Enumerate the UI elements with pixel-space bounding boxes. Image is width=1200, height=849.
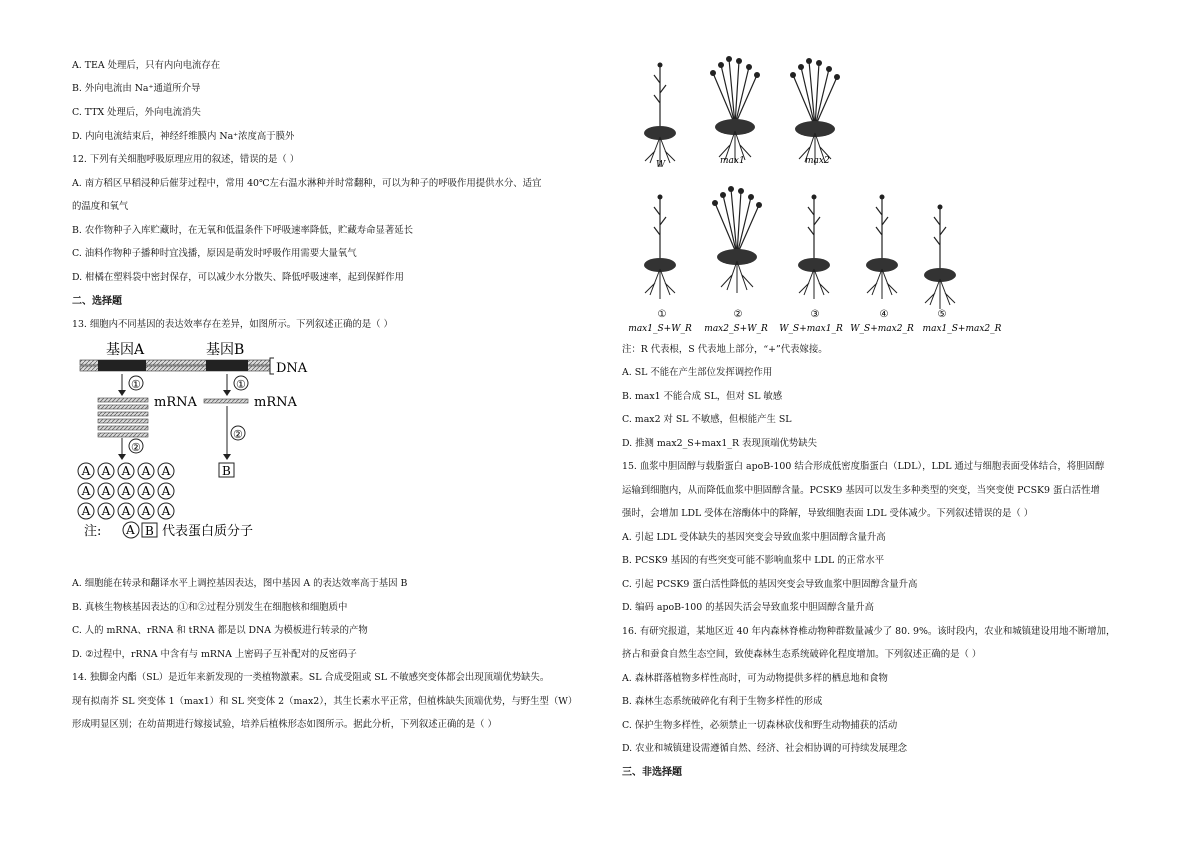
q16-option-b: B. 森林生态系统破碎化有利于生物多样性的形成 <box>622 696 823 707</box>
graft-label-1: max1_S+W_R <box>628 324 692 334</box>
q11-option-a: A. TEA 处理后，只有内向电流存在 <box>72 60 221 71</box>
mrna-label-b: mRNA <box>254 395 297 410</box>
step1-b: ① <box>236 378 246 391</box>
grafting-plants-figure <box>622 55 1022 340</box>
mrna-stack-a <box>98 398 148 437</box>
q14-line-3: 形成明显区别；在幼苗期进行嫁接试验，培养后植株形态如图所示。据此分析，下列叙述正确的是（ ） <box>72 719 497 730</box>
section-heading-3: 三、非选择题 <box>622 767 682 778</box>
graft-label-2: max2_S+W_R <box>704 324 768 334</box>
q12-option-d: D. 柑橘在塑料袋中密封保存，可以减少水分散失、降低呼吸速率，起到保鲜作用 <box>72 272 404 283</box>
q11-option-b: B. 外向电流由 Na⁺通道所介导 <box>72 83 201 94</box>
q14-option-c: C. max2 对 SL 不敏感，但根能产生 SL <box>622 414 792 425</box>
q12-option-a-cont: 的温度和氧气 <box>72 201 129 212</box>
plant-5 <box>924 205 956 310</box>
dna-label: DNA <box>276 361 308 376</box>
gene-a-label: 基因A <box>106 342 145 358</box>
svg-text:B: B <box>145 524 154 538</box>
svg-text:A: A <box>141 464 151 478</box>
q12-option-b: B. 农作物种子入库贮藏时，在无氧和低温条件下呼吸速率降低，贮藏寿命显著延长 <box>72 225 413 236</box>
q15-option-a: A. 引起 LDL 受体缺失的基因突变会导致血浆中胆固醇含量升高 <box>622 532 886 543</box>
q11-option-d: D. 内向电流结束后，神经纤维膜内 Na⁺浓度高于膜外 <box>72 131 295 142</box>
svg-text:A: A <box>81 484 91 498</box>
q15-option-d: D. 编码 apoB-100 的基因失活会导致血浆中胆固醇含量升高 <box>622 602 874 613</box>
q16-option-a: A. 森林群落植物多样性高时，可为动物提供多样的栖息地和食物 <box>622 673 888 684</box>
mrna-label-a: mRNA <box>154 395 197 410</box>
plant-3 <box>798 195 830 300</box>
q13-option-d: D. ②过程中，rRNA 中含有与 mRNA 上密码子互补配对的反密码子 <box>72 649 357 660</box>
label-w: W <box>656 160 666 170</box>
svg-text:A: A <box>126 523 135 537</box>
q14-line-1: 14. 独脚金内酯（SL）是近年来新发现的一类植物激素。SL 合成受阻或 SL 不敏感突变体都会出现顶端优势缺失。 <box>72 672 550 683</box>
label-max2: max2 <box>805 156 830 166</box>
q12-stem: 12. 下列有关细胞呼吸原理应用的叙述，错误的是（ ） <box>72 154 300 165</box>
num-2: ② <box>733 309 743 320</box>
svg-text:A: A <box>121 484 131 498</box>
num-4: ④ <box>879 309 889 320</box>
plant-max2 <box>790 58 840 165</box>
svg-text:A: A <box>101 464 111 478</box>
svg-text:A: A <box>101 484 111 498</box>
q15-line-2: 运输到细胞内，从而降低血浆中胆固醇含量。PCSK9 基因可以发生多种类型的突变，当突变使 PCSK9 蛋白活性增 <box>622 485 1100 496</box>
q12-option-c: C. 油料作物种子播种时宜浅播，原因是萌发时呼吸作用需要大量氧气 <box>72 248 357 259</box>
svg-text:A: A <box>141 484 151 498</box>
svg-text:A: A <box>161 464 171 478</box>
protein-b: B <box>222 464 231 478</box>
plant-1 <box>644 195 676 300</box>
grafting-note: 注：R 代表根，S 代表地上部分，“+”代表嫁接。 <box>622 344 828 355</box>
svg-text:A: A <box>101 504 111 518</box>
mrna-b <box>204 399 248 403</box>
svg-text:A: A <box>161 504 171 518</box>
protein-a-grid <box>78 463 174 519</box>
plant-2 <box>712 186 762 293</box>
q12-option-a: A. 南方稻区早稻浸种后催芽过程中，常用 40℃左右温水淋种并时常翻种，可以为种子的呼吸作用提供水分、适宜 <box>72 178 542 189</box>
q16-line-2: 挤占和蚕食自然生态空间，致使森林生态系统破碎化程度增加。下列叙述正确的是（ ） <box>622 649 982 660</box>
step1-a: ① <box>131 378 141 391</box>
gene-a-segment <box>98 360 146 371</box>
legend-prefix: 注: <box>84 524 102 539</box>
plant-4 <box>866 195 898 300</box>
gene-b-label: 基因B <box>206 342 245 358</box>
svg-text:A: A <box>121 504 131 518</box>
q13-option-c: C. 人的 mRNA、rRNA 和 tRNA 都是以 DNA 为模板进行转录的产物 <box>72 625 368 636</box>
gene-b-segment <box>206 360 248 371</box>
q16-option-c: C. 保护生物多样性，必须禁止一切森林砍伐和野生动物捕获的活动 <box>622 720 898 731</box>
q15-line-1: 15. 血浆中胆固醇与载脂蛋白 apoB-100 结合形成低密度脂蛋白（LDL），LDL 通过与细胞表面受体结合，将胆固醇 <box>622 461 1105 472</box>
gene-expression-figure <box>76 338 336 548</box>
q13-option-b: B. 真核生物核基因表达的①和②过程分别发生在细胞核和细胞质中 <box>72 602 348 613</box>
q15-option-b: B. PCSK9 基因的有些突变可能不影响血浆中 LDL 的正常水平 <box>622 555 885 566</box>
step2-a: ② <box>131 441 141 454</box>
step2-b: ② <box>233 428 243 441</box>
plant-max1 <box>710 56 760 163</box>
q15-option-c: C. 引起 PCSK9 蛋白活性降低的基因突变会导致血浆中胆固醇含量升高 <box>622 579 918 590</box>
graft-label-5: max1_S+max2_R <box>922 324 1002 334</box>
q14-line-2: 现有拟南芥 SL 突变体 1（max1）和 SL 突变体 2（max2），其生长素水平正常，但植株缺失顶端优势，与野生型（W） <box>72 696 578 707</box>
q14-option-a: A. SL 不能在产生部位发挥调控作用 <box>622 367 773 378</box>
svg-text:A: A <box>161 484 171 498</box>
q11-option-c: C. TTX 处理后，外向电流消失 <box>72 107 201 118</box>
section-heading-2: 二、选择题 <box>72 296 122 307</box>
legend-suffix: 代表蛋白质分子 <box>162 524 254 539</box>
q13-stem: 13. 细胞内不同基因的表达效率存在差异，如图所示。下列叙述正确的是（ ） <box>72 319 393 330</box>
label-max1: max1 <box>720 156 745 166</box>
q16-line-1: 16. 有研究报道，某地区近 40 年内森林脊椎动物种群数量减少了 80. 9%。该时段内，农业和城镇建设用地不断增加， <box>622 626 1116 637</box>
graft-label-3: W_S+max1_R <box>779 324 843 334</box>
svg-text:A: A <box>81 464 91 478</box>
svg-text:A: A <box>121 464 131 478</box>
q15-line-3: 强时，会增加 LDL 受体在溶酶体中的降解，导致细胞表面 LDL 受体减少。下列叙述错误的是（ ） <box>622 508 1034 519</box>
num-3: ③ <box>810 309 820 320</box>
q14-option-b: B. max1 不能合成 SL，但对 SL 敏感 <box>622 391 783 402</box>
q16-option-d: D. 农业和城镇建设需遵循自然、经济、社会相协调的可持续发展理念 <box>622 743 908 754</box>
svg-text:A: A <box>141 504 151 518</box>
num-1: ① <box>657 309 667 320</box>
q13-option-a: A. 细胞能在转录和翻译水平上调控基因表达，图中基因 A 的表达效率高于基因 B <box>72 578 408 589</box>
plant-w <box>644 63 676 168</box>
svg-text:A: A <box>81 504 91 518</box>
q14-option-d: D. 推测 max2_S+max1_R 表现顶端优势缺失 <box>622 438 818 449</box>
graft-label-4: W_S+max2_R <box>850 324 914 334</box>
num-5: ⑤ <box>937 309 947 320</box>
